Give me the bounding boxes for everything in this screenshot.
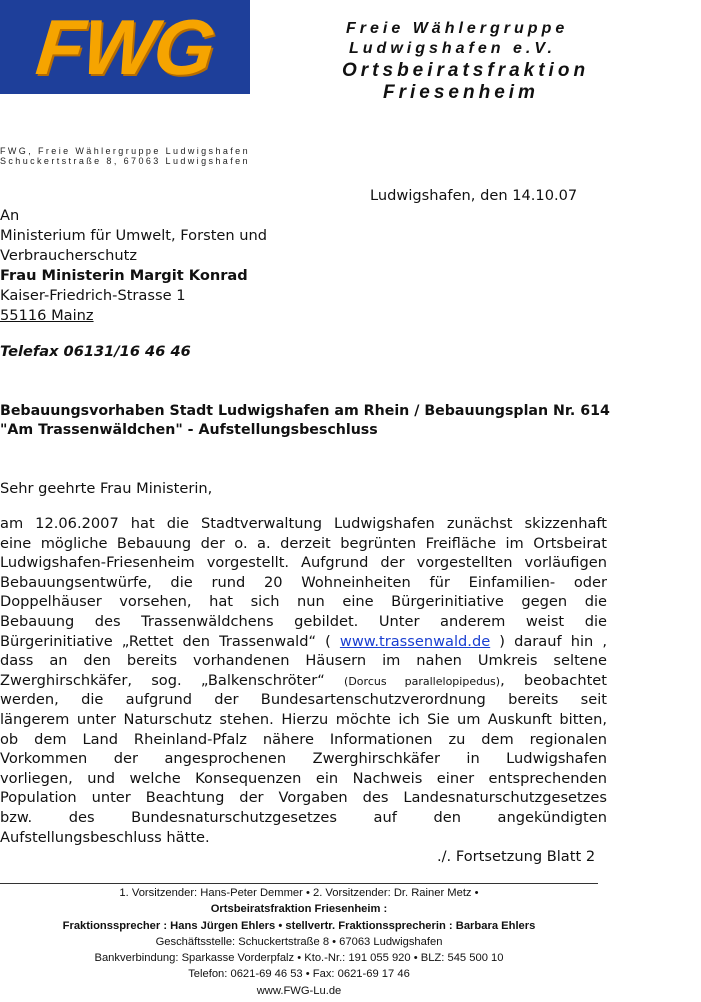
body-line: dass an den bereits vorhandenen Häusern im nahen Umkreis seltene <box>0 652 607 670</box>
body-text-segment: Zwerghirschkäfer, sog. „Balkenschröter“ <box>0 671 345 689</box>
species-name: (Dorcus parallelopipedus) <box>344 674 501 688</box>
body-text-segment: , beobachtet <box>500 671 607 689</box>
logo-text: FWG <box>32 3 218 91</box>
letter-subject <box>0 402 640 440</box>
body-line: bzw. des Bundesnaturschutzgesetzes auf den angekündigten <box>0 808 607 826</box>
body-line: ob dem Land Rheinland-Pfalz nähere Informationen zu dem regionalen <box>0 730 607 748</box>
org-name-line2: Ludwigshafen e.V. <box>349 40 556 57</box>
recipient-line: An <box>0 207 20 224</box>
letter-date: Ludwigshafen, den 14.10.07 <box>370 187 578 204</box>
org-name-line3: Ortsbeiratsfraktion <box>342 60 590 81</box>
body-line: vorliegen, und welche Konsequenzen ein Nachweis einer entsprechenden <box>0 769 607 787</box>
body-line: eine mögliche Bebauung der o. a. derzeit begrünten Freifläche im Ortsbeirat <box>0 534 607 552</box>
footer-line: Bankverbindung: Sparkasse Vorderpfalz • Kto.-Nr.: 191 055 920 • BLZ: 545 500 10 <box>94 952 504 965</box>
recipient-line: Ministerium für Umwelt, Forsten und <box>0 227 268 244</box>
footer-divider <box>0 883 598 884</box>
body-line: am 12.06.2007 hat die Stadtverwaltung Ludwigshafen zunächst skizzenhaft <box>0 515 607 532</box>
org-name-line1: Freie Wählergruppe <box>346 20 569 37</box>
body-line: Doppelhäuser vorsehen, hat sich nun eine Bürgerinitiative gegen die <box>0 593 607 611</box>
sender-address-line1: FWG, Freie Wählergruppe Ludwigshafen <box>0 146 250 156</box>
recipient-city: 55116 Mainz <box>0 307 94 324</box>
salutation: Sehr geehrte Frau Ministerin, <box>0 480 213 497</box>
footer-website[interactable]: www.FWG-Lu.de <box>256 984 342 997</box>
body-line <box>0 671 607 691</box>
subject-line: Bebauungsvorhaben Stadt Ludwigshafen am Rhein / Bebauungsplan Nr. 614 <box>0 403 610 419</box>
sender-address-line2: Schuckertstraße 8, 67063 Ludwigshafen <box>0 156 250 166</box>
body-line: Population unter Beachtung der Vorgaben des Landesnaturschutzgesetzes <box>0 789 607 807</box>
footer-line: Ortsbeiratsfraktion Friesenheim : <box>210 903 388 916</box>
trassenwald-link[interactable]: www.trassenwald.de <box>339 632 491 650</box>
body-line: längerem unter Naturschutz stehen. Hierzu möchte ich Sie um Auskunft bitten, <box>0 710 607 728</box>
body-line: werden, die aufgrund der Bundesartenschutzverordnung bereits seit <box>0 691 607 709</box>
subject-line: "Am Trassenwäldchen" - Aufstellungsbeschluss <box>0 422 378 438</box>
body-line: Bebauungsentwürfe, die rund 20 Wohneinheiten für Einfamilien- oder <box>0 573 607 591</box>
letter-footer <box>0 885 598 999</box>
body-line: Bebauung des Trassenwäldchens gebildet. Unter anderem weist die <box>0 612 607 630</box>
body-line: Aufstellungsbeschluss hätte. <box>0 828 210 846</box>
continuation-note: ./. Fortsetzung Blatt 2 <box>437 848 596 865</box>
recipient-line: Kaiser-Friedrich-Strasse 1 <box>0 287 186 304</box>
fax-number: Telefax 06131/16 46 46 <box>0 343 191 360</box>
recipient-name: Frau Ministerin Margit Konrad <box>0 267 248 284</box>
body-line: Vorkommen der angesprochenen Zwerghirschkäfer in Ludwigshafen <box>0 750 607 768</box>
footer-line: Geschäftsstelle: Schuckertstraße 8 • 67063 Ludwigshafen <box>155 935 443 948</box>
body-text-segment: Bürgerinitiative „Rettet den Trassenwald“ ( <box>0 632 340 650</box>
org-name-line4: Friesenheim <box>383 82 539 103</box>
recipient-line: Verbraucherschutz <box>0 247 138 264</box>
footer-line: 1. Vorsitzender: Hans-Peter Demmer • 2. Vorsitzender: Dr. Rainer Metz • <box>119 887 479 899</box>
body-line <box>0 632 607 652</box>
recipient-address <box>0 206 267 326</box>
body-text-segment: ) darauf hin , <box>490 632 607 650</box>
letter-body <box>0 514 607 847</box>
body-line: Ludwigshafen-Friesenheim vorgestellt. Aufgrund der vorgestellten vorläufigen <box>0 554 607 572</box>
footer-line: Fraktionssprecher : Hans Jürgen Ehlers • stellvertr. Fraktionssprecherin : Barbara Ehlers <box>62 919 536 932</box>
fwg-logo <box>0 0 250 94</box>
footer-line: Telefon: 0621-69 46 53 • Fax: 0621-69 17 46 <box>188 968 410 981</box>
